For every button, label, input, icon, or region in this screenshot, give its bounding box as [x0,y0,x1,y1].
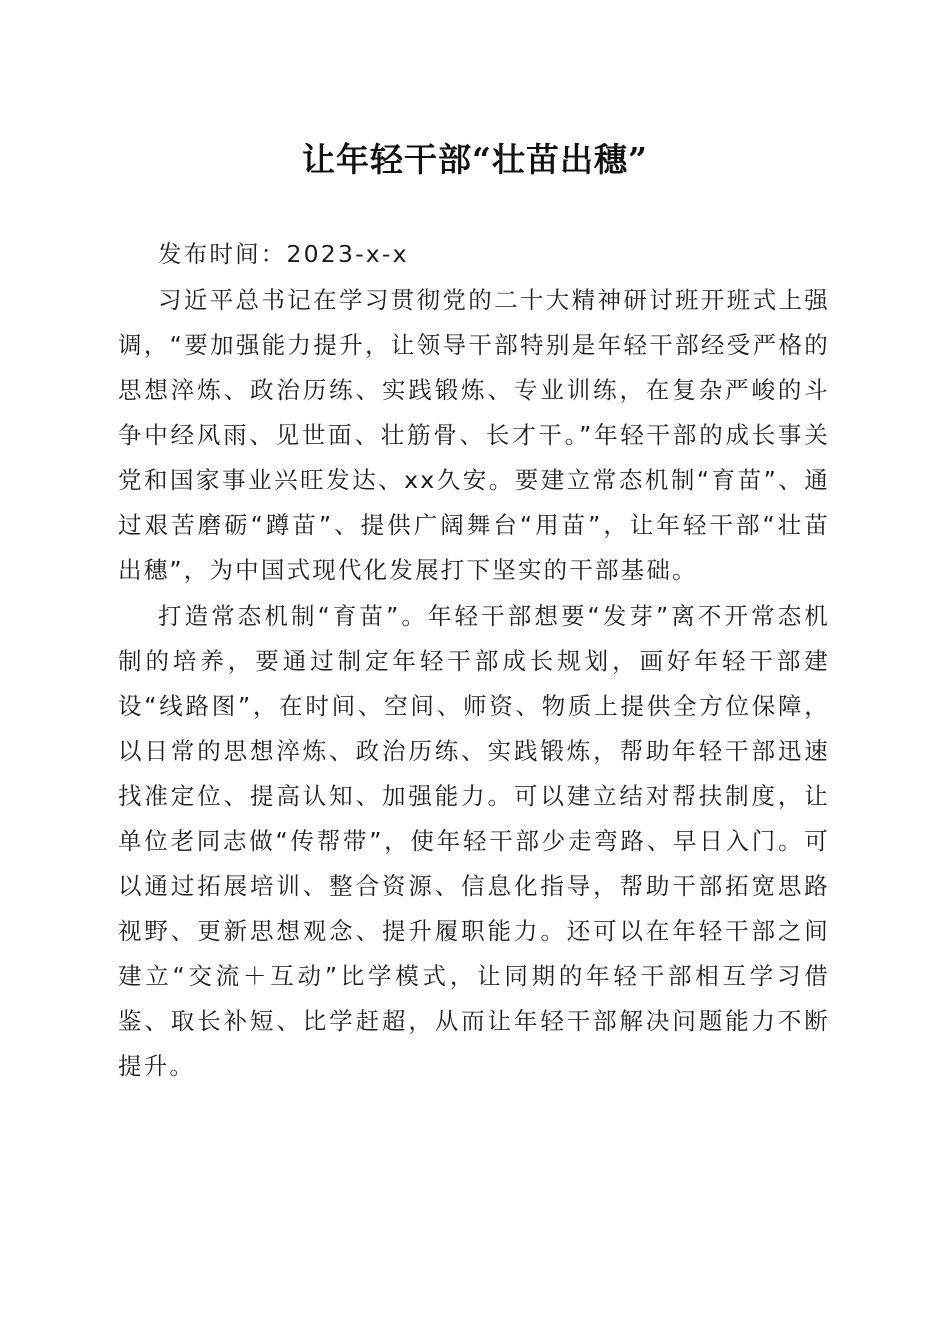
paragraph-cultivate: 打造常态机制“育苗”。年轻干部想要“发芽”离不开常态机制的培养，要通过制定年轻干部成长规划，画好年轻干部建设“线路图”，在时间、空间、师资、物质上提供全方位保障，以日常的思想淬炼、政治历练、实践锻炼，帮助年轻干部迅速找准定位、提高认知、加强能力。可以建立结对帮扶制度，让单位老同志做“传帮带”，使年轻干部少走弯路、早日入门。可以通过拓展培训、整合资源、信息化指导，帮助干部拓宽思路视野、更新思想观念、提升履职能力。还可以在年轻干部之间建立“交流＋互动”比学模式，让同期的年轻干部相互学习借鉴、取长补短、比学赶超，从而让年轻干部解决问题能力不断提升。 [118,602,830,1080]
publish-date: 发布时间：2023-x-x [158,240,409,268]
document-body [118,232,830,1089]
document-title: 让年轻干部“壮苗出穗” [302,140,648,179]
paragraph-intro: 习近平总书记在学习贯彻党的二十大精神研讨班开班式上强调，“要加强能力提升，让领导干部特别是年轻干部经受严格的思想淬炼、政治历练、实践锻炼、专业训练，在复杂严峻的斗争中经风雨、见世面、壮筋骨、长才干。”年轻干部的成长事关党和国家事业兴旺发达、xx久安。要建立常态机制“育苗”、通过艰苦磨砺“蹲苗”、提供广阔舞台“用苗”，让年轻干部“壮苗出穗”，为中国式现代化发展打下坚实的干部基础。 [118,286,830,584]
